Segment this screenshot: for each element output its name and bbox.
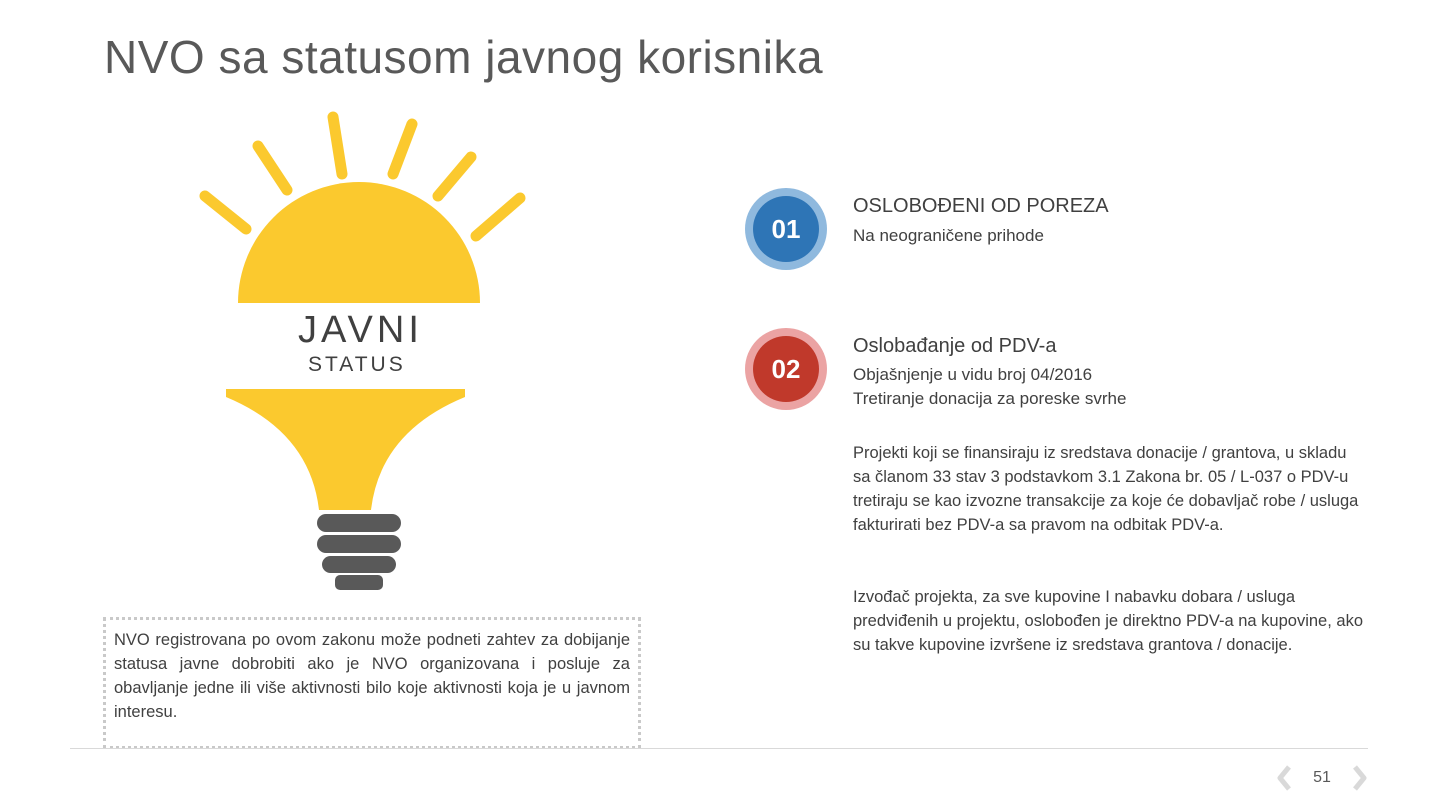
ray-5 [438, 157, 471, 196]
ray-3 [333, 117, 342, 174]
bulb-base-ring-3 [322, 556, 396, 573]
paragraph-vat-export: Projekti koji se finansiraju iz sredstava donacije / grantova, u skladu sa članom 33 stav 3 podstavkom 3.1 Zakona br. 05 / L-037 o PDV-u tretiraju se kao izvozne transakcije za koje će dobavljač robe / usluga fakturirati bez PDV-a sa pravom na odbitak PDV-a. [853, 444, 1359, 534]
item-title-01: OSLOBOĐENI OD POREZA [853, 195, 1109, 217]
badge-number: 01 [753, 196, 819, 262]
number-badge-01 [745, 188, 827, 270]
paragraph-contractor: Izvođač projekta, za sve kupovine I nabavku dobara / usluga predviđenih u projektu, oslobođen je direktno PDV-a na kupovine, ako su takve kupovine izvršene iz sredstava grantova / donacije. [853, 588, 1364, 654]
lightbulb-illustration [0, 0, 700, 610]
label-status: STATUS [308, 353, 406, 376]
bulb-base-ring-2 [317, 535, 401, 553]
page-title: NVO sa statusom javnog korisnika [104, 31, 824, 83]
note-box [103, 617, 641, 749]
page-navigation [1276, 764, 1368, 792]
page-number: 51 [1313, 769, 1331, 786]
item-line: Tretiranje donacija za poreske svrhe [853, 389, 1127, 408]
ray-4 [393, 124, 412, 174]
item-line: Na neograničene prihode [853, 226, 1044, 245]
item-title-02: Oslobađanje od PDV-a [853, 335, 1057, 357]
number-badge-02 [745, 328, 827, 410]
label-javni: JAVNI [298, 309, 423, 351]
bulb-base-tip [335, 575, 383, 590]
ray-6 [476, 198, 520, 236]
note-text: NVO registrovana po ovom zakonu može podneti zahtev za dobijanje statusa javne dobrobiti ako je NVO organizovana i posluje za obavljanje jedne ili više aktivnosti bilo koje aktivnosti koja je u javnom interesu. [114, 631, 630, 721]
bulb-neck [226, 389, 465, 510]
bulb-base-ring-1 [317, 514, 401, 532]
chevron-right-icon[interactable] [1352, 765, 1368, 791]
ray-1 [205, 196, 246, 229]
item-line: Objašnjenje u vidu broj 04/2016 [853, 365, 1093, 384]
ray-2 [258, 146, 287, 190]
chevron-left-icon[interactable] [1276, 765, 1292, 791]
bulb-dome [238, 182, 480, 303]
footer-divider [70, 748, 1368, 749]
badge-number: 02 [753, 336, 819, 402]
